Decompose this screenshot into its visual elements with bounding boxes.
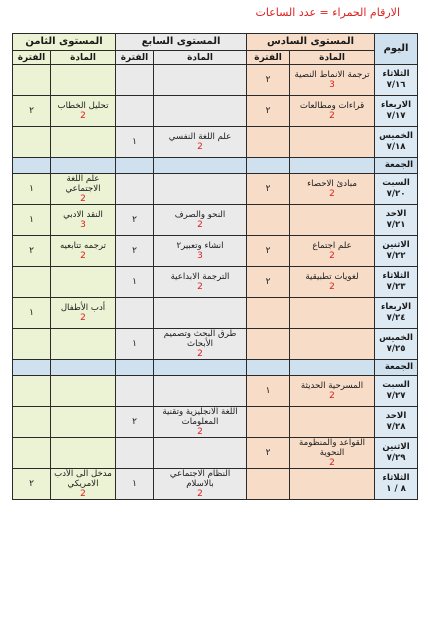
subject-cell (154, 438, 247, 469)
subject-name: النحو والصرف (174, 210, 226, 220)
subject-cell (51, 438, 116, 469)
subject-cell (51, 174, 116, 205)
period-cell (247, 205, 290, 236)
period-cell: ٢ (247, 96, 290, 127)
subject-hours: 2 (80, 251, 86, 261)
day-cell (375, 267, 418, 298)
subject-hours: 2 (329, 282, 335, 292)
day-date: ٧/٢٢ (386, 251, 406, 261)
schedule-row (13, 329, 418, 360)
day-name: الاحد (385, 411, 407, 421)
day-date: ٧/٢٨ (386, 422, 406, 432)
period-cell (116, 96, 154, 127)
subject-hours: 2 (80, 194, 86, 204)
day-date: ٧/١٦ (386, 80, 406, 90)
subject-cell (290, 96, 375, 127)
schedule-row (13, 236, 418, 267)
period-cell (13, 329, 51, 360)
subject-cell (51, 469, 116, 500)
day-name: الاثنين (382, 240, 410, 250)
day-date: ٧/٢٩ (386, 453, 406, 463)
day-date: ٧/٢٣ (386, 282, 406, 292)
period-cell (13, 127, 51, 158)
subject-hours: 2 (329, 189, 335, 199)
day-cell (375, 329, 418, 360)
level-8-header: المستوى الثامن (13, 34, 116, 51)
subject-cell (51, 329, 116, 360)
period-cell (247, 469, 290, 500)
friday-empty-cell (13, 360, 51, 376)
subject-cell (154, 376, 247, 407)
day-cell (375, 127, 418, 158)
subject-name: الترجمة الابداعية (170, 272, 230, 282)
friday-label: الجمعة (375, 158, 418, 174)
schedule-body (13, 65, 418, 500)
subject-cell (51, 65, 116, 96)
subject-name: النظام الاجتماعي بالاسلام (169, 469, 231, 489)
subject-hours: 3 (329, 80, 335, 90)
period-cell (247, 127, 290, 158)
subject-hours: 2 (197, 427, 203, 437)
subject-hours: 2 (197, 349, 203, 359)
day-cell (375, 96, 418, 127)
subject-hours: 2 (80, 489, 86, 499)
subject-cell (154, 127, 247, 158)
day-name: السبت (382, 178, 410, 188)
friday-empty-cell (247, 360, 290, 376)
level-8-period-header: الفترة (13, 51, 51, 65)
friday-row (13, 360, 418, 376)
friday-empty-cell (51, 360, 116, 376)
subject-hours: 3 (80, 220, 86, 230)
subject-cell (290, 438, 375, 469)
subject-cell (154, 329, 247, 360)
subject-name: تحليل الخطاب (57, 101, 109, 111)
period-cell: ٢ (13, 236, 51, 267)
subject-name: علم اللغة الاجتماعي (65, 174, 101, 194)
period-cell: ٢ (116, 205, 154, 236)
schedule-row (13, 65, 418, 96)
period-cell: ٢ (247, 267, 290, 298)
schedule-row (13, 96, 418, 127)
schedule-row (13, 267, 418, 298)
friday-empty-cell (154, 158, 247, 174)
day-name: الثلاثاء (382, 271, 410, 281)
subject-cell (51, 236, 116, 267)
period-cell: ١ (13, 174, 51, 205)
subject-cell (154, 205, 247, 236)
subject-name: ترجمة الانماط النصية (294, 70, 370, 80)
subject-hours: 2 (80, 111, 86, 121)
period-cell (116, 174, 154, 205)
subject-name: لغويات تطبيقية (305, 272, 359, 282)
day-cell (375, 469, 418, 500)
subject-cell (290, 236, 375, 267)
subject-hours: 2 (80, 313, 86, 323)
period-cell: ١ (13, 205, 51, 236)
period-cell: ٢ (247, 438, 290, 469)
subject-name: أدب الأطفال (60, 303, 106, 313)
subject-hours: 2 (329, 458, 335, 468)
day-date: ٧/٢٠ (386, 189, 406, 199)
schedule-row (13, 438, 418, 469)
subject-name: علم اللغة النفسي (168, 132, 232, 142)
subject-name: ترجمه تتابعيه (59, 241, 107, 251)
period-cell: ٢ (247, 174, 290, 205)
day-date: ٧/٢٧ (386, 391, 406, 401)
day-name: الخميس (379, 131, 413, 141)
day-name: السبت (382, 380, 410, 390)
subject-cell (51, 267, 116, 298)
level-7-subject-header: المادة (154, 51, 247, 65)
period-cell: ١ (116, 469, 154, 500)
subject-cell (290, 127, 375, 158)
subject-cell (290, 174, 375, 205)
day-cell (375, 376, 418, 407)
day-cell (375, 298, 418, 329)
schedule-row (13, 127, 418, 158)
day-name: الخميس (379, 333, 413, 343)
day-cell (375, 236, 418, 267)
period-cell (13, 267, 51, 298)
subject-name: مبادئ الاحصاء (307, 179, 357, 189)
period-cell: ٢ (116, 407, 154, 438)
exam-schedule-table (12, 33, 418, 500)
subject-name: المسرحية الحديثة (300, 381, 364, 391)
schedule-row (13, 376, 418, 407)
friday-empty-cell (290, 158, 375, 174)
subject-name: طرق البحث وتصميم الأبحاث (163, 329, 237, 349)
friday-empty-cell (154, 360, 247, 376)
day-name: الاربعاء (381, 100, 412, 110)
subject-cell (51, 127, 116, 158)
hours-legend-caption: الارقام الحمراء = عدد الساعات (255, 6, 400, 19)
subject-cell (154, 65, 247, 96)
subject-name: مدخل الى الأدب الامريكي (54, 469, 112, 489)
day-date: ٧/٢٥ (386, 344, 406, 354)
period-cell: ١ (116, 267, 154, 298)
day-date: ٨ / ١ (386, 484, 406, 494)
subject-name: القواعد والمنظومة النحوية (299, 438, 366, 458)
subject-hours: 2 (197, 489, 203, 499)
day-column-header: اليوم (375, 34, 418, 65)
subject-cell (290, 267, 375, 298)
friday-empty-cell (116, 360, 154, 376)
friday-empty-cell (51, 158, 116, 174)
period-cell: ١ (13, 298, 51, 329)
level-6-period-header: الفترة (247, 51, 290, 65)
period-cell: ٢ (116, 236, 154, 267)
subject-cell (51, 298, 116, 329)
period-cell: ٢ (247, 65, 290, 96)
subject-hours: 2 (197, 282, 203, 292)
subject-hours: 2 (197, 220, 203, 230)
period-cell: ٢ (13, 469, 51, 500)
subject-name: قراءات ومطالعات (299, 101, 365, 111)
subject-cell (290, 205, 375, 236)
day-name: الثلاثاء (382, 69, 410, 79)
subject-name: علم اجتماع (312, 241, 352, 251)
period-cell: ٢ (247, 236, 290, 267)
period-cell: ٢ (13, 96, 51, 127)
friday-empty-cell (247, 158, 290, 174)
subject-cell (51, 407, 116, 438)
subject-hours: 2 (329, 391, 335, 401)
period-cell (247, 407, 290, 438)
level-7-header: المستوى السابع (116, 34, 247, 51)
day-cell (375, 205, 418, 236)
day-date: ٧/١٨ (386, 142, 406, 152)
schedule-row (13, 205, 418, 236)
friday-empty-cell (290, 360, 375, 376)
subject-cell (290, 407, 375, 438)
subject-hours: 3 (197, 251, 203, 261)
subject-name: اللغة الانجليزية وتقنية المعلومات (162, 407, 238, 427)
friday-empty-cell (116, 158, 154, 174)
subject-cell (290, 376, 375, 407)
period-cell (13, 407, 51, 438)
level-7-period-header: الفترة (116, 51, 154, 65)
subject-cell (154, 469, 247, 500)
day-date: ٧/٢١ (386, 220, 406, 230)
period-cell: ١ (116, 329, 154, 360)
schedule-row (13, 298, 418, 329)
period-cell: ١ (247, 376, 290, 407)
period-cell (13, 438, 51, 469)
friday-row (13, 158, 418, 174)
day-name: الاثنين (382, 442, 410, 452)
day-cell (375, 438, 418, 469)
period-cell (247, 329, 290, 360)
subject-cell (154, 236, 247, 267)
period-cell (116, 376, 154, 407)
subject-cell (154, 298, 247, 329)
day-name: الثلاثاء (382, 473, 410, 483)
subject-hours: 2 (329, 111, 335, 121)
subject-name: انشاء وتعبير٢ (176, 241, 224, 251)
day-cell (375, 174, 418, 205)
subject-cell (290, 469, 375, 500)
period-cell (116, 298, 154, 329)
schedule-row (13, 469, 418, 500)
friday-empty-cell (13, 158, 51, 174)
day-cell (375, 65, 418, 96)
subject-cell (154, 174, 247, 205)
subject-hours: 2 (329, 251, 335, 261)
period-cell: ١ (116, 127, 154, 158)
subject-cell (290, 298, 375, 329)
level-6-header: المستوى السادس (247, 34, 375, 51)
period-cell (13, 376, 51, 407)
day-cell (375, 407, 418, 438)
period-cell (116, 438, 154, 469)
subject-cell (290, 329, 375, 360)
level-8-subject-header: المادة (51, 51, 116, 65)
period-cell (247, 298, 290, 329)
subject-cell (51, 205, 116, 236)
schedule-row (13, 174, 418, 205)
subject-cell (51, 96, 116, 127)
schedule-row (13, 407, 418, 438)
level-6-subject-header: المادة (290, 51, 375, 65)
day-name: الاربعاء (381, 302, 412, 312)
subject-cell (154, 407, 247, 438)
period-cell (116, 65, 154, 96)
subject-cell (290, 65, 375, 96)
subject-cell (154, 96, 247, 127)
day-name: الاحد (385, 209, 407, 219)
friday-label: الجمعة (375, 360, 418, 376)
subject-cell (154, 267, 247, 298)
day-date: ٧/٢٤ (386, 313, 406, 323)
day-date: ٧/١٧ (386, 111, 406, 121)
subject-hours: 2 (197, 142, 203, 152)
subject-cell (51, 376, 116, 407)
period-cell (13, 65, 51, 96)
subject-name: النقد الادبي (63, 210, 103, 220)
